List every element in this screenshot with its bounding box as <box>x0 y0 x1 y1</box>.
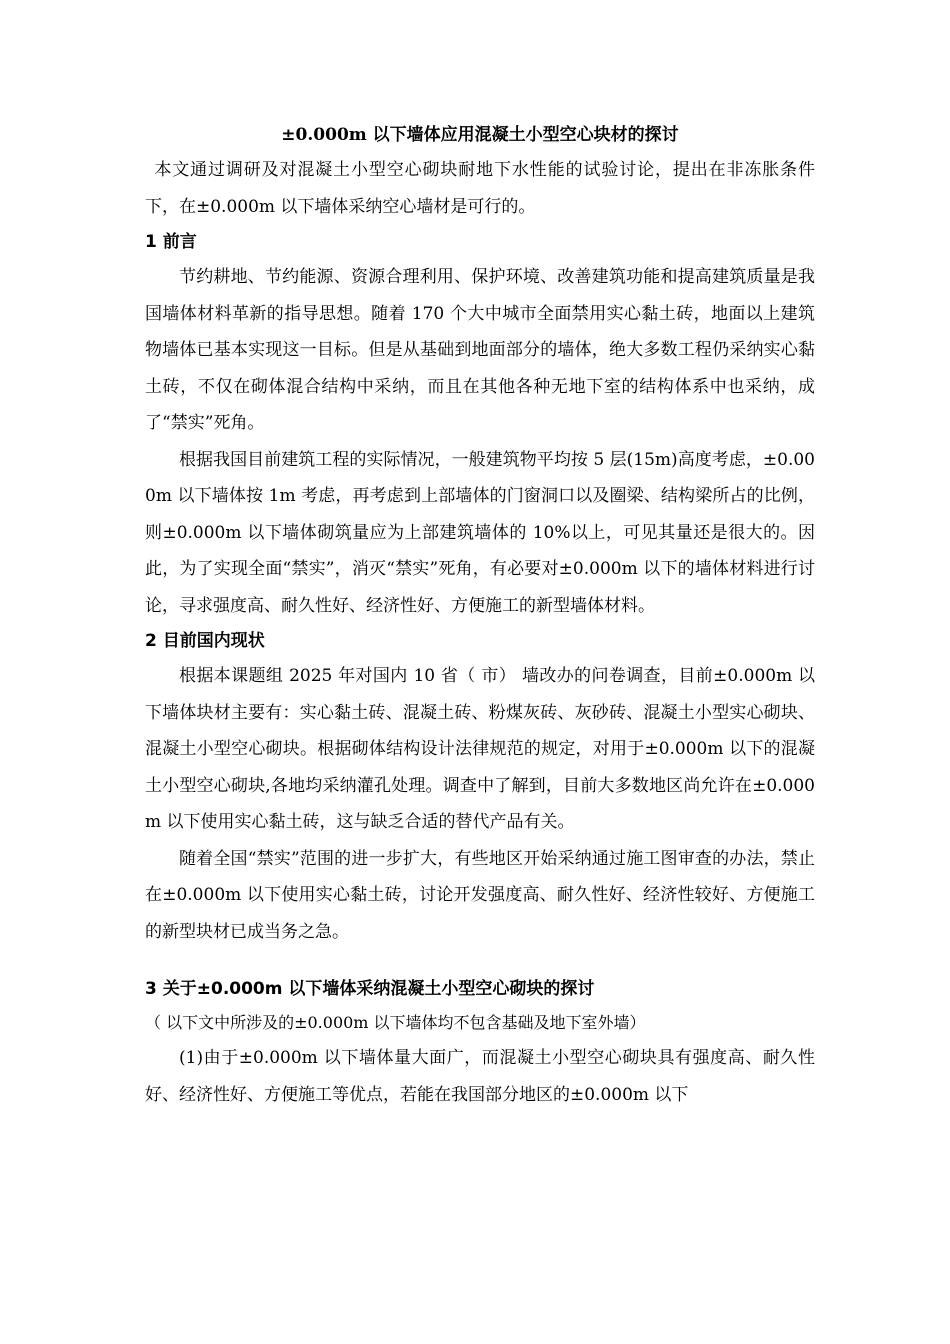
section-3-paragraph-1: (1)由于±0.000m 以下墙体量大面广，而混凝土小型空心砌块具有强度高、耐久性好、经济性好、方便施工等优点，若能在我国部分地区的±0.000m 以下 <box>145 1048 815 1105</box>
abstract-paragraph: 本文通过调研及对混凝土小型空心砌块耐地下水性能的试验讨论，提出在非冻胀条件下，在±0.000m 以下墙体采纳空心墙材是可行的。 <box>145 160 815 217</box>
document-body <box>145 118 815 1113</box>
section-2-paragraph-1: 根据本课题组 2025 年对国内 10 省（ 市） 墙改办的问卷调查，目前±0.000m 以下墙体块材主要有：实心黏土砖、混凝土砖、粉煤灰砖、灰砂砖、混凝土小型实心砌块、混凝土小型空心砌块。根据砌体结构设计法律规范的规定，对用于±0.000m 以下的混凝土小型空心砌块,各地均采纳灌孔处理。调查中了解到，目前大多数地区尚允许在±0.000m 以下使用实心黏土砖，这与缺乏合适的替代产品有关。 <box>145 666 815 832</box>
section-3-note: （ 以下文中所涉及的±0.000m 以下墙体均不包含基础及地下室外墙） <box>145 1013 646 1032</box>
section-spacer <box>145 950 815 972</box>
section-1-paragraph-2: 根据我国目前建筑工程的实际情况，一般建筑物平均按 5 层(15m)高度考虑，±0.000m 以下墙体按 1m 考虑，再考虑到上部墙体的门窗洞口以及圈梁、结构梁所占的比例，则±0.000m 以下墙体砌筑量应为上部建筑墙体的 10%以上，可见其量还是很大的。因此，为了实现全面“禁实”，消灭“禁实”死角，有必要对±0.000m 以下的墙体材料进行讨论，寻求强度高、耐久性好、经济性好、方便施工的新型墙体材料。 <box>145 449 815 616</box>
section-heading-3: 3 关于±0.000m 以下墙体采纳混凝土小型空心砌块的探讨 <box>145 979 595 999</box>
section-2-paragraph-2: 随着全国“禁实”范围的进一步扩大，有些地区开始采纳通过施工图审查的办法，禁止在±0.000m 以下使用实心黏土砖，讨论开发强度高、耐久性好、经济性较好、方便施工的新型块材已成当务之急。 <box>145 848 815 942</box>
section-1-paragraph-1: 节约耕地、节约能源、资源合理利用、保护环境、改善建筑功能和提高建筑质量是我国墙体材料革新的指导思想。随着 170 个大中城市全面禁用实心黏土砖，地面以上建筑物墙体已基本实现这一目标。但是从基础到地面部分的墙体，绝大多数工程仍采纳实心黏土砖，不仅在砌体混合结构中采纳，而且在其他各种无地下室的结构体系中也采纳，成了“禁实”死角。 <box>145 267 815 433</box>
section-heading-1: 1 前言 <box>145 232 197 252</box>
section-heading-2: 2 目前国内现状 <box>145 631 265 651</box>
document-title: ±0.000m 以下墙体应用混凝土小型空心块材的探讨 <box>281 125 679 145</box>
